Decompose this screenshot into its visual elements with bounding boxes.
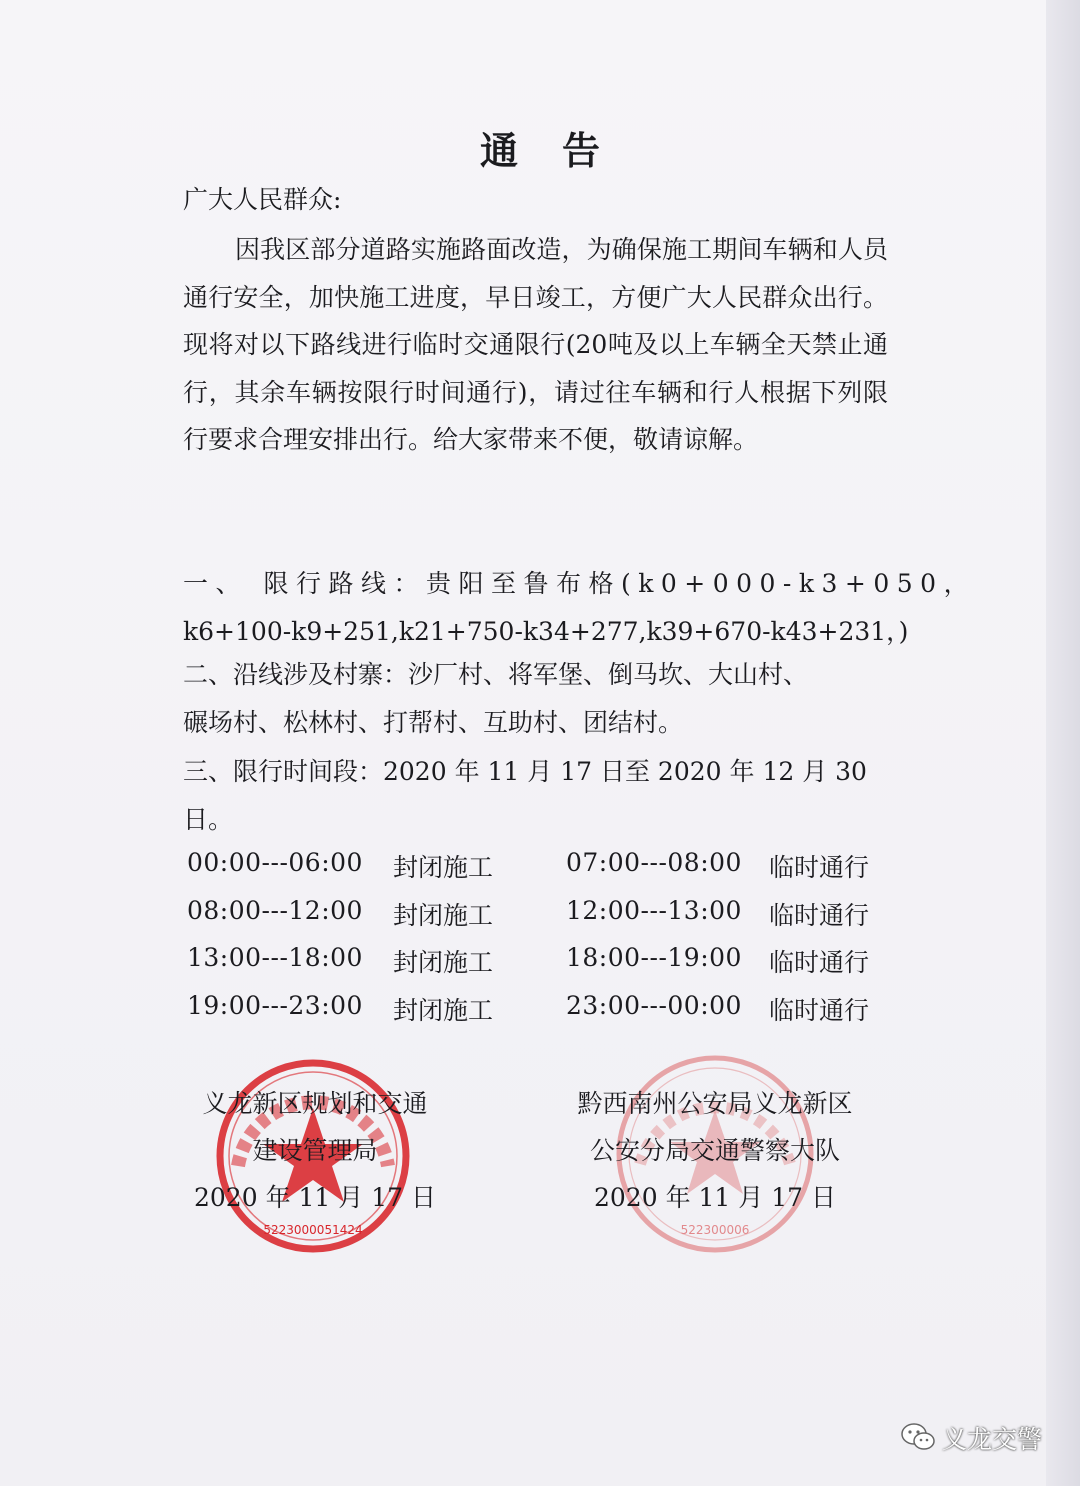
- item3-period-line2: 日。: [183, 805, 234, 834]
- notice-body: 因我区部分道路实施路面改造，为确保施工期间车辆和人员通行安全，加快施工进度，早日竣工，方便广大人民群众出行。现将对以下路线进行临时交通限行(20吨及以上车辆全天禁止通行，其余车辆按限行时间通行)，请过往车辆和行人根据下列限行要求合理安排出行。给大家带来不便，敬请谅解。: [183, 235, 888, 454]
- schedule-time: 19:00---23:00: [187, 991, 363, 1020]
- schedule-status: 临时通行: [769, 996, 870, 1025]
- left-signature: [170, 1080, 460, 1221]
- notice-title: 通告: [479, 128, 644, 173]
- page-edge-shadow: [1046, 0, 1080, 1486]
- left-signature-org-2: 建设管理局: [252, 1136, 378, 1165]
- left-seal-number: 5223000051424: [263, 1223, 363, 1237]
- schedule-time: 12:00---13:00: [566, 896, 742, 925]
- item2-villages-line1: 二、沿线涉及村寨：沙厂村、将军堡、倒马坎、大山村、: [183, 660, 809, 689]
- right-signature-org-2: 公安分局交通警察大队: [589, 1136, 840, 1165]
- schedule-status: 临时通行: [769, 901, 870, 930]
- schedule-time: 23:00---00:00: [566, 991, 742, 1020]
- left-signature-org: 义龙新区规划和交通: [202, 1089, 428, 1118]
- schedule-status: 临时通行: [769, 948, 870, 977]
- schedule-time: 18:00---19:00: [566, 943, 742, 972]
- schedule-time: 00:00---06:00: [187, 848, 363, 877]
- schedule-time: 08:00---12:00: [187, 896, 363, 925]
- item1-route-line1: 一、 限行路线：贵阳至鲁布格(k0+000-k3+050，: [183, 569, 977, 598]
- schedule-status: 封闭施工: [393, 948, 494, 977]
- account-watermark: [900, 1418, 1050, 1458]
- schedule-status: 封闭施工: [393, 996, 494, 1025]
- salutation: 广大人民群众:: [183, 185, 342, 214]
- schedule-status: 临时通行: [769, 853, 870, 882]
- item2-villages-line2: 碾场村、松林村、打帮村、互助村、团结村。: [183, 708, 684, 737]
- right-signature: [560, 1080, 870, 1221]
- item1-route-line2: k6+100-k9+251,k21+750-k34+277,k39+670-k43+231，): [183, 617, 909, 646]
- schedule-status: 封闭施工: [393, 901, 494, 930]
- schedule-time: 07:00---08:00: [566, 848, 742, 877]
- left-signature-date: 2020 年 11 月 17 日: [194, 1183, 436, 1212]
- schedule-time: 13:00---18:00: [187, 943, 363, 972]
- item3-period-line1: 三、限行时间段：2020 年 11 月 17 日至 2020 年 12 月 30: [183, 757, 867, 786]
- schedule-status: 封闭施工: [393, 853, 494, 882]
- right-signature-date: 2020 年 11 月 17 日: [594, 1183, 836, 1212]
- right-seal-number: 522300006: [680, 1223, 750, 1237]
- wechat-icon: [900, 1422, 936, 1452]
- watermark-text: 义龙交警: [942, 1425, 1043, 1454]
- right-signature-org: 黔西南州公安局义龙新区: [577, 1089, 853, 1118]
